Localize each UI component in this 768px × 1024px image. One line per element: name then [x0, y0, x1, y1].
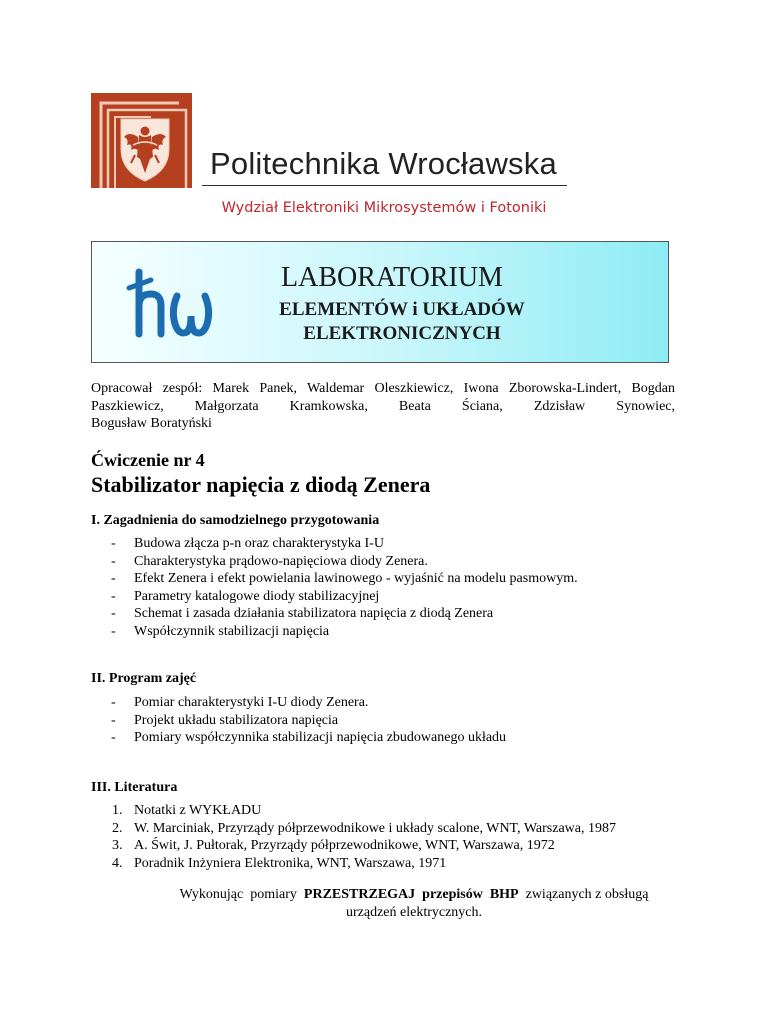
- laboratory-title: LABORATORIUM: [281, 262, 503, 293]
- safety-emphasis: przepisów BHP: [422, 887, 519, 902]
- section-heading-literature: III. Literatura: [91, 780, 178, 795]
- dash-mark: -: [111, 712, 116, 728]
- university-underline: [202, 185, 567, 186]
- safety-note: Wykonując pomiary PRZESTRZEGAJ przepisów BHP związanych z obsługą urządzeń elektrycznych.: [179, 887, 649, 920]
- literature-list: [112, 802, 616, 872]
- list-item: - Pomiary współczynnika stabilizacji napięcia zbudowanego układu: [111, 730, 507, 745]
- exercise-title: Stabilizator napięcia z diodą Zenera: [91, 472, 431, 497]
- dash-mark: -: [111, 571, 116, 586]
- hw-monogram-icon: [125, 266, 215, 341]
- laboratory-banner: [91, 241, 669, 363]
- laboratory-subtitle-line2: ELEKTRONICZNYCH: [303, 323, 501, 344]
- eagle-crest-icon: [91, 93, 192, 188]
- list-item: - Projekt układu stabilizatora napięcia: [111, 712, 339, 728]
- list-item: 3. A. Świt, J. Pułtorak, Przyrządy półprzewodnikowe, WNT, Warszawa, 1972: [112, 838, 555, 853]
- preparation-list: [111, 535, 578, 640]
- dash-mark: -: [111, 553, 116, 569]
- authors-line: Bogdan Paszkiewicz, Małgorzata Kramkowska, Beata Ściana, Zdzisław Synowiec,: [91, 381, 676, 414]
- laboratory-subtitle-line1: ELEMENTÓW i UKŁADÓW: [279, 299, 525, 320]
- list-item: - Pomiar charakterystyki I-U diody Zenera.: [111, 695, 369, 710]
- list-item: - Charakterystyka prądowo-napięciowa diody Zenera.: [111, 553, 428, 569]
- list-item: - Schemat i zasada działania stabilizatora napięcia z diodą Zenera: [111, 606, 494, 621]
- section-heading-preparation: I. Zagadnienia do samodzielnego przygotowania: [91, 513, 380, 528]
- list-item: 2. W. Marciniak, Przyrządy półprzewodnikowe i układy scalone, WNT, Warszawa, 1987: [112, 820, 616, 836]
- list-item: 4. Poradnik Inżyniera Elektronika, WNT, Warszawa, 1971: [112, 855, 447, 871]
- list-item: - Parametry katalogowe diody stabilizacyjnej: [111, 588, 380, 604]
- faculty-name: Wydział Elektroniki Mikrosystemów i Fotoniki: [221, 200, 547, 216]
- list-number: 3.: [112, 838, 123, 853]
- university-name: Politechnika Wrocławska: [210, 146, 557, 181]
- section-heading-program: II. Program zajęć: [91, 671, 197, 686]
- dash-mark: -: [111, 695, 116, 710]
- authors-line: Opracował zespół: Marek Panek, Waldemar Oleszkiewicz, Iwona Zborowska-Lindert,: [91, 381, 622, 396]
- authors-paragraph: [91, 380, 675, 433]
- list-item: - Budowa złącza p-n oraz charakterystyka I-U: [111, 536, 384, 551]
- list-number: 4.: [112, 855, 123, 871]
- dash-mark: -: [111, 623, 116, 639]
- list-number: 2.: [112, 820, 123, 836]
- university-logo: [91, 93, 192, 188]
- dash-mark: -: [111, 730, 116, 745]
- list-item: - Współczynnik stabilizacji napięcia: [111, 623, 330, 639]
- dash-mark: -: [111, 588, 116, 604]
- program-list: [111, 694, 506, 747]
- authors-line: Bogusław Boratyński: [91, 416, 212, 431]
- dash-mark: -: [111, 606, 116, 621]
- dash-mark: -: [111, 536, 116, 551]
- list-item: 1. Notatki z WYKŁADU: [112, 803, 262, 818]
- list-number: 1.: [112, 803, 123, 818]
- list-item: - Efekt Zenera i efekt powielania lawinowego - wyjaśnić na modelu pasmowym.: [111, 571, 578, 586]
- exercise-number: Ćwiczenie nr 4: [91, 450, 205, 470]
- safety-emphasis: PRZESTRZEGAJ: [303, 887, 416, 902]
